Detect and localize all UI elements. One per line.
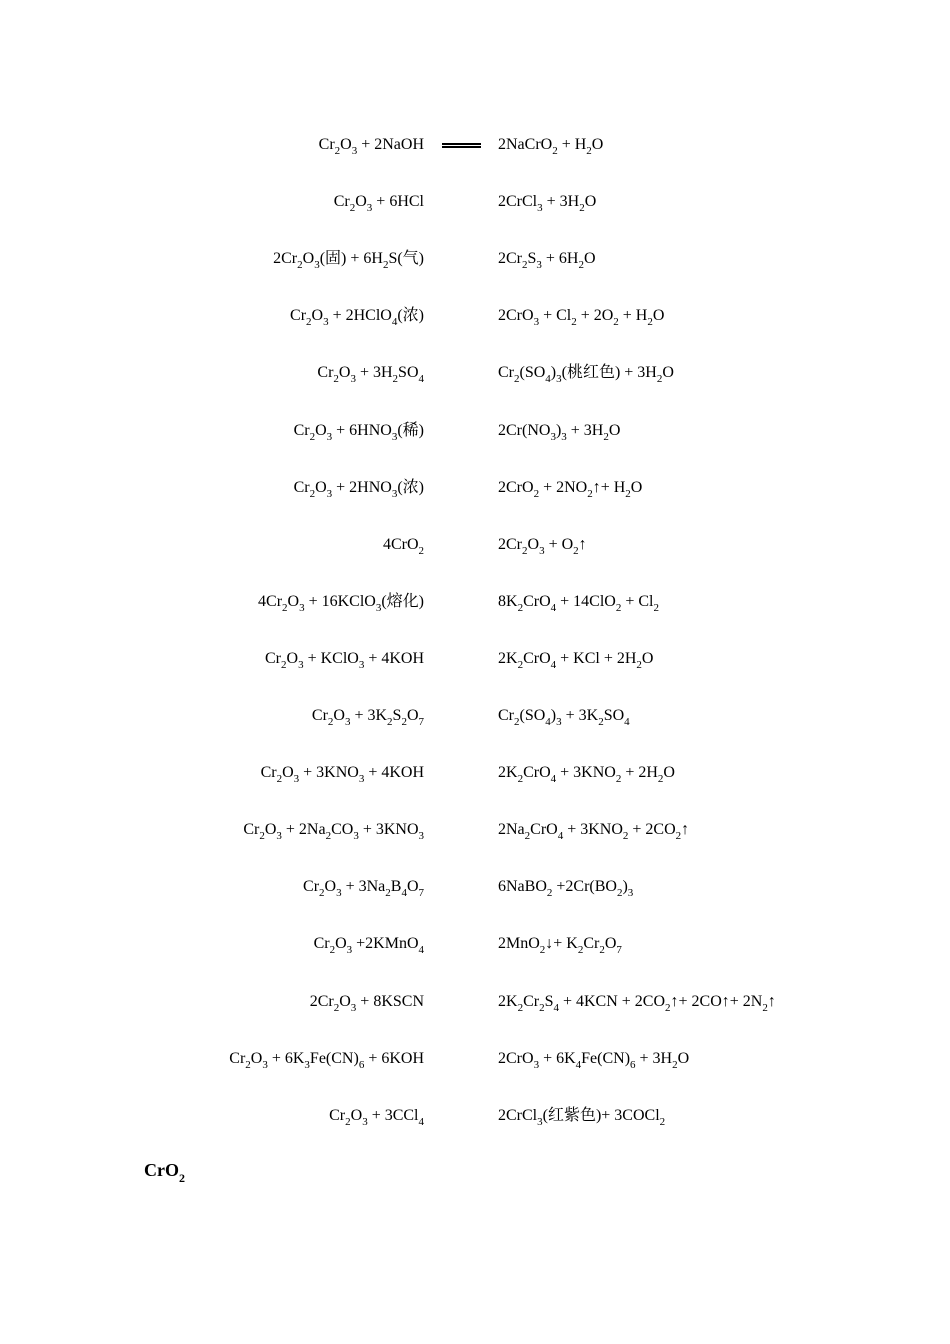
reactants: $Cr_2O_3$ + 2NaOH [318, 136, 424, 157]
reaction-row [0, 301, 950, 331]
reaction-row [0, 358, 950, 388]
products: 2NaCrO$_2$ + $H_2O$ [498, 136, 604, 157]
products: $2Cr_2S_3 + 6H_2O$ [498, 250, 596, 271]
reactants: $Cr_2O_3 + 3CCl_4$ [329, 1107, 424, 1128]
products: $2Na_2CrO_4 + 3KNO_2$ + $2CO_2↑$ [498, 821, 690, 842]
reactants: $Cr_2O_3 + 3KNO_3 + 4KOH$ [260, 764, 424, 785]
equals-sign [442, 143, 481, 148]
reactants: $Cr_2O_3 + 3K_2S_2O_7$ [311, 707, 424, 728]
products: $2Cr(NO_3)_3 + 3H_2O$ [498, 422, 621, 443]
reaction-row [0, 929, 950, 959]
reactants: $Cr_2O_3 + 6K_3Fe(CN)_6 + 6KOH$ [229, 1050, 424, 1071]
reaction-row [0, 1044, 950, 1074]
reaction-row [0, 644, 950, 674]
reactants: $Cr_2O_3$ + KClO$_3$ + 4KOH [265, 650, 424, 671]
products: $8K_2CrO_4 + 14ClO_2 + Cl_2$ [498, 593, 659, 614]
reaction-row [0, 416, 950, 446]
reaction-row [0, 758, 950, 788]
reactants: $Cr_2O_3 + 2HNO_3$(浓) [293, 479, 424, 500]
products: 2MnO$_2$↓+ $K_2Cr_2O_7$ [498, 935, 622, 956]
reactants: $Cr_2O_3 + 2Na_2CO_3 + 3KNO_3$ [243, 821, 424, 842]
products: $2K_2Cr_2S_4 + 4KCN$ + $2CO_2↑+$ 2CO↑+ $2N_2↑$ [498, 993, 776, 1014]
products: $2K_2CrO_4 + 3KNO_2 + 2H_2O$ [498, 764, 675, 785]
products: $2CrO_3 + Cl_2 + 2O_2 + H_2O$ [498, 307, 665, 328]
reaction-row [0, 987, 950, 1017]
products: $Cr_2(SO_4)_3$(桃红色) + $3H_2O$ [498, 364, 674, 385]
reactants: $Cr_2O_3 + 3H_2SO_4$ [317, 364, 424, 385]
products: 2CrCl$_3$(红紫色)+ 3COCl$_2$ [498, 1107, 666, 1128]
reactants: $2Cr_2O_3$ + 8KSCN [309, 993, 424, 1014]
reactants: $Cr_2O_3 + 3Na_2B_4O_7$ [303, 878, 424, 899]
products: $2CrO_2 + 2NO_2↑+ H_2O$ [498, 479, 643, 500]
products: $2Cr_2O_3$ + $O_2↑$ [498, 536, 587, 557]
reactants: $4Cr_2O_3$ + 16KClO$_3$(熔化) [258, 593, 424, 614]
reaction-row [0, 473, 950, 503]
reactants: $2Cr_2O_3$(固) + $6H_2S$(气) [273, 250, 424, 271]
reactants: 4CrO$_2$ [382, 536, 424, 557]
reactants: $Cr_2O_3 + 6HNO_3$(稀) [293, 422, 424, 443]
reaction-row [0, 187, 950, 217]
reaction-row [0, 701, 950, 731]
reaction-row [0, 872, 950, 902]
reactants: $Cr_2O_3$ +2KMnO$_4$ [313, 935, 424, 956]
reaction-row [0, 530, 950, 560]
products: 6NaBO$_2$ $+2Cr(BO_2)_3$ [498, 878, 634, 899]
products: 2CrCl$_3$ + $3H_2O$ [498, 193, 597, 214]
products: $2K_2CrO_4$ + KCl + $2H_2O$ [498, 650, 654, 671]
reaction-row [0, 1101, 950, 1131]
products: $Cr_2(SO_4)_3 + 3K_2SO_4$ [498, 707, 630, 728]
reaction-row [0, 815, 950, 845]
reaction-row [0, 130, 950, 160]
reaction-row [0, 587, 950, 617]
reactants: $Cr_2O_3$ + 2HClO$_4$(浓) [290, 307, 424, 328]
products: $2CrO_3 + 6K_4Fe(CN)_6 + 3H_2O$ [498, 1050, 690, 1071]
reaction-row [0, 244, 950, 274]
section-heading: CrO$_2$ [144, 1160, 185, 1185]
reactants: $Cr_2O_3 + 6HCl$ [333, 193, 424, 214]
